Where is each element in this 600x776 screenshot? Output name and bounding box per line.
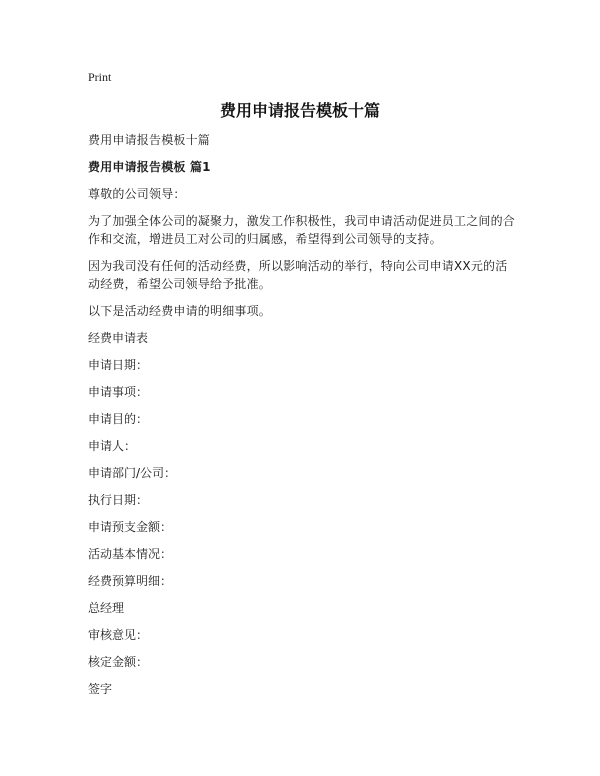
paragraph-3: 以下是活动经费申请的明细事项。 (88, 304, 272, 318)
form-field-applicant: 申请人： (88, 439, 137, 453)
form-title: 经费申请表 (88, 331, 149, 345)
document-body (88, 131, 516, 707)
form-field-activity-info: 活动基本情况： (88, 547, 173, 561)
print-link[interactable]: Print (88, 70, 112, 84)
section-title: 费用申请报告模板 篇1 (88, 160, 211, 174)
form-field-apply-item: 申请事项： (88, 385, 149, 399)
form-field-apply-purpose: 申请目的： (88, 412, 149, 426)
intro-text: 费用申请报告模板十篇 (88, 133, 211, 147)
paragraph-1: 为了加强全体公司的凝聚力，激发工作积极性，我司申请活动促进员工之间的合作和交流，增进员工对公司的归属感，希望得到公司领导的支持。 (88, 214, 516, 246)
salutation: 尊敬的公司领导： (88, 187, 186, 201)
form-field-budget-detail: 经费预算明细： (88, 574, 173, 588)
form-field-approved-amount: 核定金额： (88, 655, 149, 669)
form-field-apply-date: 申请日期： (88, 358, 149, 372)
document-title: 费用申请报告模板十篇 (219, 101, 380, 120)
form-field-signature: 签字 (88, 682, 113, 696)
paragraph-2: 因为我司没有任何的活动经费，所以影响活动的举行，特向公司申请XX元的活动经费，希望公司领导给予批准。 (88, 259, 508, 291)
form-field-department: 申请部门/公司： (88, 466, 177, 480)
form-field-review-opinion: 审核意见： (88, 628, 149, 642)
form-field-general-manager: 总经理 (88, 601, 125, 615)
form-field-advance-amount: 申请预支金额： (88, 520, 173, 534)
form-field-exec-date: 执行日期： (88, 493, 149, 507)
